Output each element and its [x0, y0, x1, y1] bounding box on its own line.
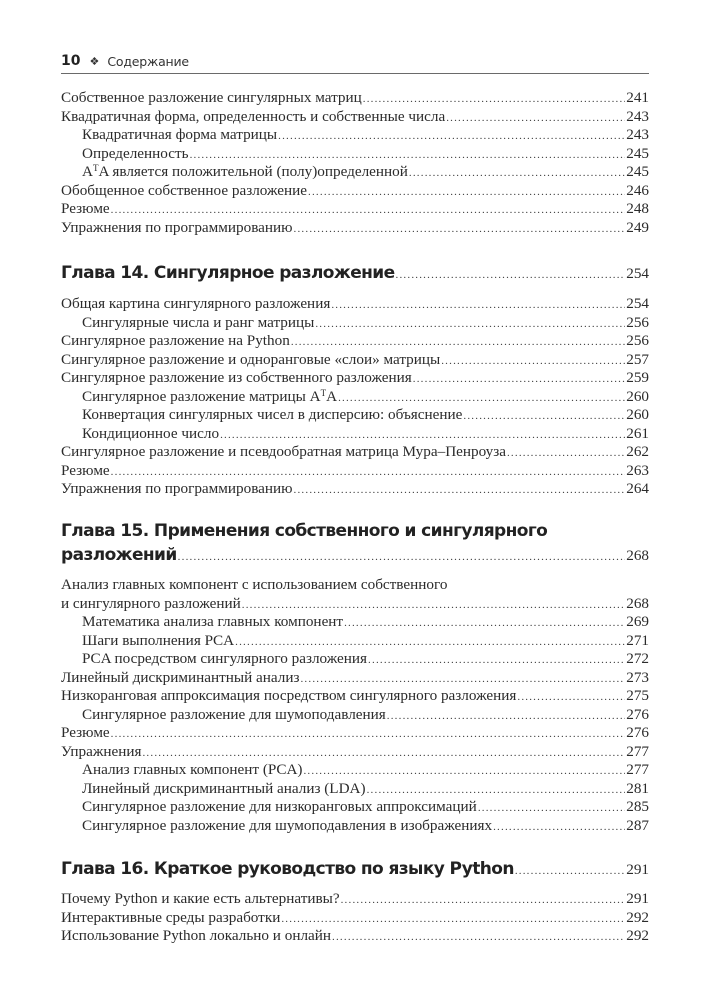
dot-leader	[242, 599, 625, 611]
dot-leader	[303, 765, 625, 777]
dot-leader	[281, 913, 625, 925]
dot-leader	[142, 747, 625, 759]
toc-entry[interactable]: Шаги выполнения PCA ..... 271	[61, 632, 649, 650]
page-ref: 243	[626, 107, 649, 125]
page-ref: 275	[626, 687, 649, 704]
dot-leader	[294, 484, 626, 496]
toc-entry[interactable]: Резюме ..... 276	[61, 724, 649, 742]
toc-entry[interactable]: Конвертация сингулярных чисел в дисперсию: объяснение ..... 260	[61, 406, 649, 424]
page-ref: 260	[626, 406, 649, 423]
toc-entry[interactable]: Упражнения ..... 277	[61, 743, 649, 761]
page-ref: 276	[626, 705, 649, 723]
page-ref: 262	[626, 443, 649, 460]
toc-entry[interactable]: Линейный дискриминантный анализ ..... 273	[61, 669, 649, 687]
toc-entry[interactable]: Математика анализа главных компонент ..... 269	[61, 613, 649, 631]
dot-leader	[111, 466, 626, 478]
dot-leader	[178, 551, 626, 563]
toc-entry[interactable]: Определенность ..... 245	[61, 145, 649, 163]
dot-leader	[341, 894, 626, 906]
toc-entry[interactable]: Кондиционное число ..... 261	[61, 425, 649, 443]
page-ref: 259	[626, 369, 649, 386]
toc-entry[interactable]: Резюме ..... 263	[61, 462, 649, 480]
dot-leader	[515, 865, 625, 877]
page-ref: 291	[626, 861, 649, 878]
page-ref: 291	[626, 890, 649, 907]
toc-entry[interactable]: Анализ главных компонент (PCA) ..... 277	[61, 761, 649, 779]
dot-leader	[111, 728, 626, 740]
page-ref: 285	[626, 798, 649, 815]
toc-entry[interactable]: Упражнения по программированию ..... 249	[61, 219, 649, 237]
dot-leader	[300, 673, 625, 685]
page-ref: 249	[626, 218, 649, 236]
toc-entry[interactable]: Обобщенное собственное разложение ..... 246	[61, 182, 649, 200]
page-ref: 245	[626, 144, 649, 162]
toc-entry[interactable]: Общая картина сингулярного разложения ..... 254	[61, 295, 649, 313]
page-ref: 292	[626, 927, 649, 944]
page-ref: 254	[626, 295, 649, 312]
chapter-heading[interactable]: Глава 16. Краткое руководство по языку Python ..... 291	[61, 859, 649, 879]
dot-leader	[363, 93, 625, 105]
toc-entry[interactable]: Собственное разложение сингулярных матриц ..... 241	[61, 89, 649, 107]
page-ref: 273	[626, 668, 649, 686]
dot-leader	[315, 318, 625, 330]
page-number: 10	[61, 53, 81, 69]
toc-entry[interactable]: Сингулярное разложение для шумоподавления в изображениях ..... 287	[61, 817, 649, 835]
toc-entry[interactable]: Сингулярное разложение и псевдообратная матрица Мура–Пенроуза ..... 262	[61, 443, 649, 461]
dot-leader	[294, 223, 626, 235]
page-ref: 292	[626, 908, 649, 926]
page-ref: 243	[626, 126, 649, 143]
ornament-icon: ❖	[89, 54, 100, 68]
dot-leader	[413, 373, 625, 385]
page-ref: 257	[626, 350, 649, 368]
chapter-heading[interactable]: разложений ..... 268	[61, 545, 649, 565]
chapter-heading[interactable]: Глава 14. Сингулярное разложение ..... 254	[61, 263, 649, 283]
page-ref: 277	[626, 761, 649, 778]
page-ref: 248	[626, 200, 649, 217]
toc-entry[interactable]: и сингулярного разложений ..... 268	[61, 595, 649, 613]
toc-entry[interactable]: Интерактивные среды разработки ..... 292	[61, 909, 649, 927]
toc-entry[interactable]: Сингулярное разложение матрицы $A^TA$ ..... 260	[61, 388, 649, 406]
page-ref: 271	[626, 631, 649, 649]
dot-leader	[446, 112, 625, 124]
page-ref: 261	[626, 424, 649, 442]
dot-leader	[493, 821, 625, 833]
toc-entry[interactable]: Почему Python и какие есть альтернативы? ..... 291	[61, 890, 649, 908]
page-ref: 264	[626, 480, 649, 497]
toc-entry[interactable]: Квадратичная форма матрицы ..... 243	[61, 126, 649, 144]
toc-entry[interactable]: Сингулярное разложение из собственного разложения ..... 259	[61, 369, 649, 387]
dot-leader	[111, 204, 626, 216]
toc-entry[interactable]: PCA посредством сингулярного разложения ..... 272	[61, 650, 649, 668]
dot-leader	[332, 931, 625, 943]
dot-leader	[308, 186, 625, 198]
page-ref: 272	[626, 650, 649, 667]
toc-entry[interactable]: Сингулярные числа и ранг матрицы ..... 256	[61, 314, 649, 332]
toc-entry[interactable]: Сингулярное разложение для низкоранговых аппроксимаций ..... 285	[61, 798, 649, 816]
page-ref: 254	[626, 265, 649, 282]
dot-leader	[338, 392, 625, 404]
page-ref: 260	[626, 387, 649, 405]
dot-leader	[291, 336, 625, 348]
dot-leader	[190, 149, 626, 161]
running-header	[61, 49, 649, 74]
dot-leader	[220, 429, 625, 441]
dot-leader	[517, 691, 625, 703]
toc-entry[interactable]: Упражнения по программированию ..... 264	[61, 480, 649, 498]
page-ref: 287	[626, 816, 649, 834]
toc-entry[interactable]: Линейный дискриминантный анализ (LDA) ..... 281	[61, 780, 649, 798]
dot-leader	[331, 299, 625, 311]
chapter-heading-line1[interactable]: Глава 15. Применения собственного и сингулярного	[61, 521, 548, 541]
dot-leader	[344, 617, 625, 629]
toc-entry[interactable]: Сингулярное разложение для шумоподавления ..... 276	[61, 706, 649, 724]
dot-leader	[235, 636, 625, 648]
dot-leader	[278, 130, 625, 142]
dot-leader	[507, 447, 625, 459]
dot-leader	[367, 784, 626, 796]
dot-leader	[387, 710, 625, 722]
running-title: Содержание	[107, 53, 189, 69]
toc-entry[interactable]: Квадратичная форма, определенность и собственные числа ..... 243	[61, 108, 649, 126]
toc-entry-line1[interactable]: Анализ главных компонент с использованием собственного	[61, 576, 448, 593]
toc-entry[interactable]: Использование Python локально и онлайн ..... 292	[61, 927, 649, 945]
dot-leader	[463, 410, 625, 422]
page-ref: 245	[626, 163, 649, 180]
page-ref: 246	[626, 181, 649, 199]
page-ref: 268	[626, 594, 649, 612]
toc-entry[interactable]: Резюме ..... 248	[61, 200, 649, 218]
page-ref: 241	[626, 89, 649, 106]
page-ref: 256	[626, 332, 649, 349]
page-ref: 281	[626, 779, 649, 797]
toc-entry[interactable]: Сингулярное разложение и одноранговые «слои» матрицы ..... 257	[61, 351, 649, 369]
dot-leader	[409, 167, 625, 179]
page-ref: 277	[626, 742, 649, 760]
dot-leader	[396, 269, 626, 281]
dot-leader	[368, 654, 625, 666]
page-ref: 269	[626, 613, 649, 630]
toc-entry[interactable]: Сингулярное разложение на Python ..... 256	[61, 332, 649, 350]
dot-leader	[478, 802, 625, 814]
toc-entry[interactable]: $A^TA$ является положительной (полу)определенной ..... 245	[61, 163, 649, 181]
page-ref: 276	[626, 724, 649, 741]
page-ref: 268	[626, 547, 649, 564]
toc-entry[interactable]: Низкоранговая аппроксимация посредством сингулярного разложения ..... 275	[61, 687, 649, 705]
dot-leader	[441, 355, 625, 367]
page-ref: 256	[626, 313, 649, 331]
page-ref: 263	[626, 461, 649, 479]
